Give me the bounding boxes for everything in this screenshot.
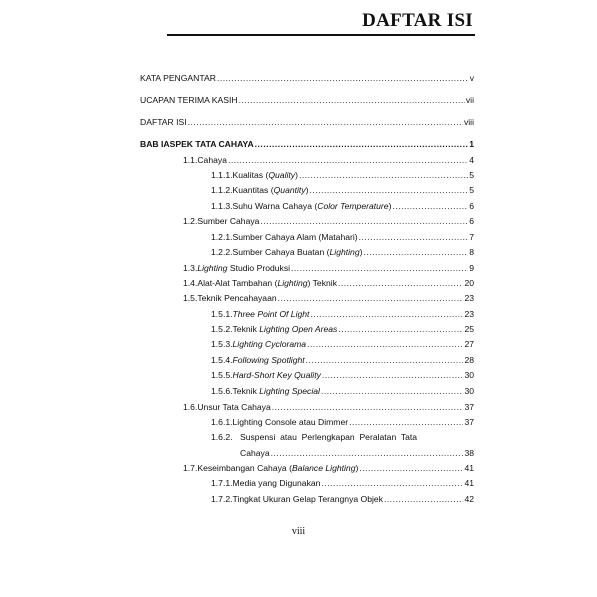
toc-entry-page: 23 [464, 309, 474, 319]
toc-entry-1-6-2-line-1[interactable] [211, 432, 474, 443]
section-number: 1.5.4. [211, 355, 233, 365]
toc-entry-text: DAFTAR ISI [140, 117, 187, 127]
toc-entry-1-5-6[interactable] [211, 386, 474, 397]
leader-dots [363, 247, 468, 258]
toc-entry-page: 37 [464, 402, 474, 412]
leader-dots [349, 417, 463, 428]
toc-entry-text: Unsur Tata Cahaya [197, 402, 271, 412]
toc-entry-1-4[interactable] [183, 278, 474, 289]
toc-entry-text: Lighting Console atau Dimmer [232, 417, 349, 427]
toc-entry-1-7[interactable] [183, 463, 474, 474]
leader-dots [321, 478, 463, 489]
leader-dots [384, 494, 463, 505]
toc-entry-text: Suhu Warna Cahaya (Color Temperature) [232, 201, 392, 211]
toc-entry-1-5-5[interactable] [211, 370, 474, 381]
leader-dots [310, 309, 463, 320]
toc-entry-page: 42 [464, 494, 474, 504]
toc-entry-page: viii [463, 117, 474, 127]
section-number: 1.7.2. [211, 494, 233, 504]
leader-dots [271, 448, 464, 459]
toc-entry-bab-1[interactable] [140, 139, 474, 150]
toc-entry-text: Three Point Of Light [232, 309, 310, 319]
section-number: 1.1. [183, 155, 198, 165]
section-number: 1.1.3. [211, 201, 233, 211]
page-number: viii [291, 526, 306, 537]
leader-dots [299, 170, 468, 181]
section-number: 1.5.2. [211, 324, 233, 334]
chapter-label: BAB I [140, 139, 164, 149]
toc-entry-text: Hard-Short Key Quality [232, 370, 321, 380]
toc-entry-page: 30 [464, 370, 474, 380]
toc-entry-page: 38 [464, 448, 474, 458]
section-number: 1.6.1. [211, 417, 233, 427]
toc-entry-1-5-4[interactable] [211, 355, 474, 366]
toc-entry-1-7-1[interactable] [211, 478, 474, 489]
toc-entry-1-5-1[interactable] [211, 309, 474, 320]
toc-entry-text: Cahaya [197, 155, 227, 165]
toc-entry-page: 6 [469, 201, 474, 211]
leader-dots [307, 339, 463, 350]
section-number: 1.3. [183, 263, 198, 273]
toc-entry-1-6-1[interactable] [211, 417, 474, 428]
leader-dots [359, 463, 463, 474]
toc-entry-text: Lighting Studio Produksi [197, 263, 291, 273]
toc-entry-page: vii [465, 95, 474, 105]
toc-entry-text: Lighting Cyclorama [232, 339, 307, 349]
section-number: 1.6.2. [211, 432, 233, 442]
toc-entry-1-7-2[interactable] [211, 494, 474, 505]
leader-dots [228, 155, 468, 166]
toc-entry-1-3[interactable] [183, 263, 474, 274]
toc-entry-text: Suspensi atau Perlengkapan Peralatan Tata [240, 432, 418, 442]
leader-dots [239, 95, 465, 106]
toc-entry-text: Following Spotlight [232, 355, 305, 365]
toc-entry-text: Media yang Digunakan [232, 478, 321, 488]
section-number: 1.2. [183, 216, 198, 226]
toc-entry-page: 6 [469, 216, 474, 226]
toc-entry-text: Tingkat Ukuran Gelap Terangnya Objek [232, 494, 383, 504]
toc-entry-text: ASPEK TATA CAHAYA [163, 139, 254, 149]
leader-dots [321, 386, 463, 397]
toc-entry-page: 23 [464, 293, 474, 303]
leader-dots [272, 402, 464, 413]
toc-entry-1-5-2[interactable] [211, 324, 474, 335]
leader-dots [291, 263, 468, 274]
toc-entry-1-2[interactable] [183, 216, 474, 227]
toc-entry-daftar-isi[interactable] [140, 117, 474, 128]
section-number: 1.1.1. [211, 170, 233, 180]
leader-dots [306, 355, 464, 366]
toc-entry-1-5[interactable] [183, 293, 474, 304]
leader-dots [217, 73, 469, 84]
page-title: DAFTAR ISI [362, 10, 473, 31]
section-number: 1.6. [183, 402, 198, 412]
section-number: 1.5.3. [211, 339, 233, 349]
leader-dots [322, 370, 464, 381]
leader-dots [392, 201, 468, 212]
toc-entry-page: 37 [464, 417, 474, 427]
toc-entry-text-continued: Cahaya [240, 448, 270, 458]
section-number: 1.2.2. [211, 247, 233, 257]
section-number: 1.5. [183, 293, 198, 303]
toc-entry-page: 4 [469, 155, 474, 165]
toc-entry-page: 20 [464, 278, 474, 288]
toc-entry-text: Alat-Alat Tambahan (Lighting) Teknik [197, 278, 337, 288]
toc-entry-text: Sumber Cahaya Alam (Matahari) [232, 232, 358, 242]
toc-entry-text: KATA PENGANTAR [140, 73, 216, 83]
toc-entry-page: 30 [464, 386, 474, 396]
leader-dots [359, 232, 469, 243]
leader-dots [188, 117, 463, 128]
toc-entry-1-1-1[interactable] [211, 170, 474, 181]
leader-dots [310, 185, 469, 196]
leader-dots [255, 139, 469, 150]
toc-entry-text: Keseimbangan Cahaya (Balance Lighting) [197, 463, 359, 473]
toc-entry-page: 5 [469, 185, 474, 195]
toc-entry-page: 9 [469, 263, 474, 273]
section-number: 1.2.1. [211, 232, 233, 242]
section-number: 1.1.2. [211, 185, 233, 195]
toc-entry-1-1-2[interactable] [211, 185, 474, 196]
toc-entry-1-1-3[interactable] [211, 201, 474, 212]
toc-entry-page: 41 [464, 478, 474, 488]
toc-entry-text: Kuantitas (Quantity) [232, 185, 309, 195]
section-number: 1.7.1. [211, 478, 233, 488]
leader-dots [260, 216, 468, 227]
toc-entry-text: Sumber Cahaya Buatan (Lighting) [232, 247, 363, 257]
toc-entry-page: 25 [464, 324, 474, 334]
toc-entry-text: UCAPAN TERIMA KASIH [140, 95, 238, 105]
toc-entry-1-2-1[interactable] [211, 232, 474, 243]
toc-entry-page: 41 [464, 463, 474, 473]
leader-dots [338, 278, 463, 289]
toc-entry-text: Teknik Pencahayaan [197, 293, 277, 303]
toc-entry-page: 5 [469, 170, 474, 180]
toc-entry-text: Teknik Lighting Open Areas [232, 324, 338, 334]
toc-entry-1-6[interactable] [183, 402, 474, 413]
section-number: 1.4. [183, 278, 198, 288]
toc-entry-1-5-3[interactable] [211, 339, 474, 350]
section-number: 1.5.6. [211, 386, 233, 396]
toc-entry-text: Kualitas (Quality) [232, 170, 298, 180]
toc-entry-kata-pengantar[interactable] [140, 73, 474, 84]
section-number: 1.7. [183, 463, 198, 473]
toc-entry-1-2-2[interactable] [211, 247, 474, 258]
toc-entry-page: 8 [469, 247, 474, 257]
toc-entry-text: Teknik Lighting Special [232, 386, 320, 396]
toc-entry-page: 1 [469, 139, 474, 149]
toc-entry-1-6-2-line-2[interactable] [240, 448, 474, 459]
toc-entry-page: 28 [464, 355, 474, 365]
toc-entry-page: 27 [464, 339, 474, 349]
leader-dots [278, 293, 464, 304]
toc-entry-text: Sumber Cahaya [197, 216, 260, 226]
section-number: 1.5.5. [211, 370, 233, 380]
leader-dots [338, 324, 463, 335]
toc-entry-page: 7 [469, 232, 474, 242]
toc-entry-page: v [469, 73, 474, 83]
section-number: 1.5.1. [211, 309, 233, 319]
toc-entry-1-1[interactable] [183, 155, 474, 166]
toc-entry-ucapan-terima-kasih[interactable] [140, 95, 474, 106]
